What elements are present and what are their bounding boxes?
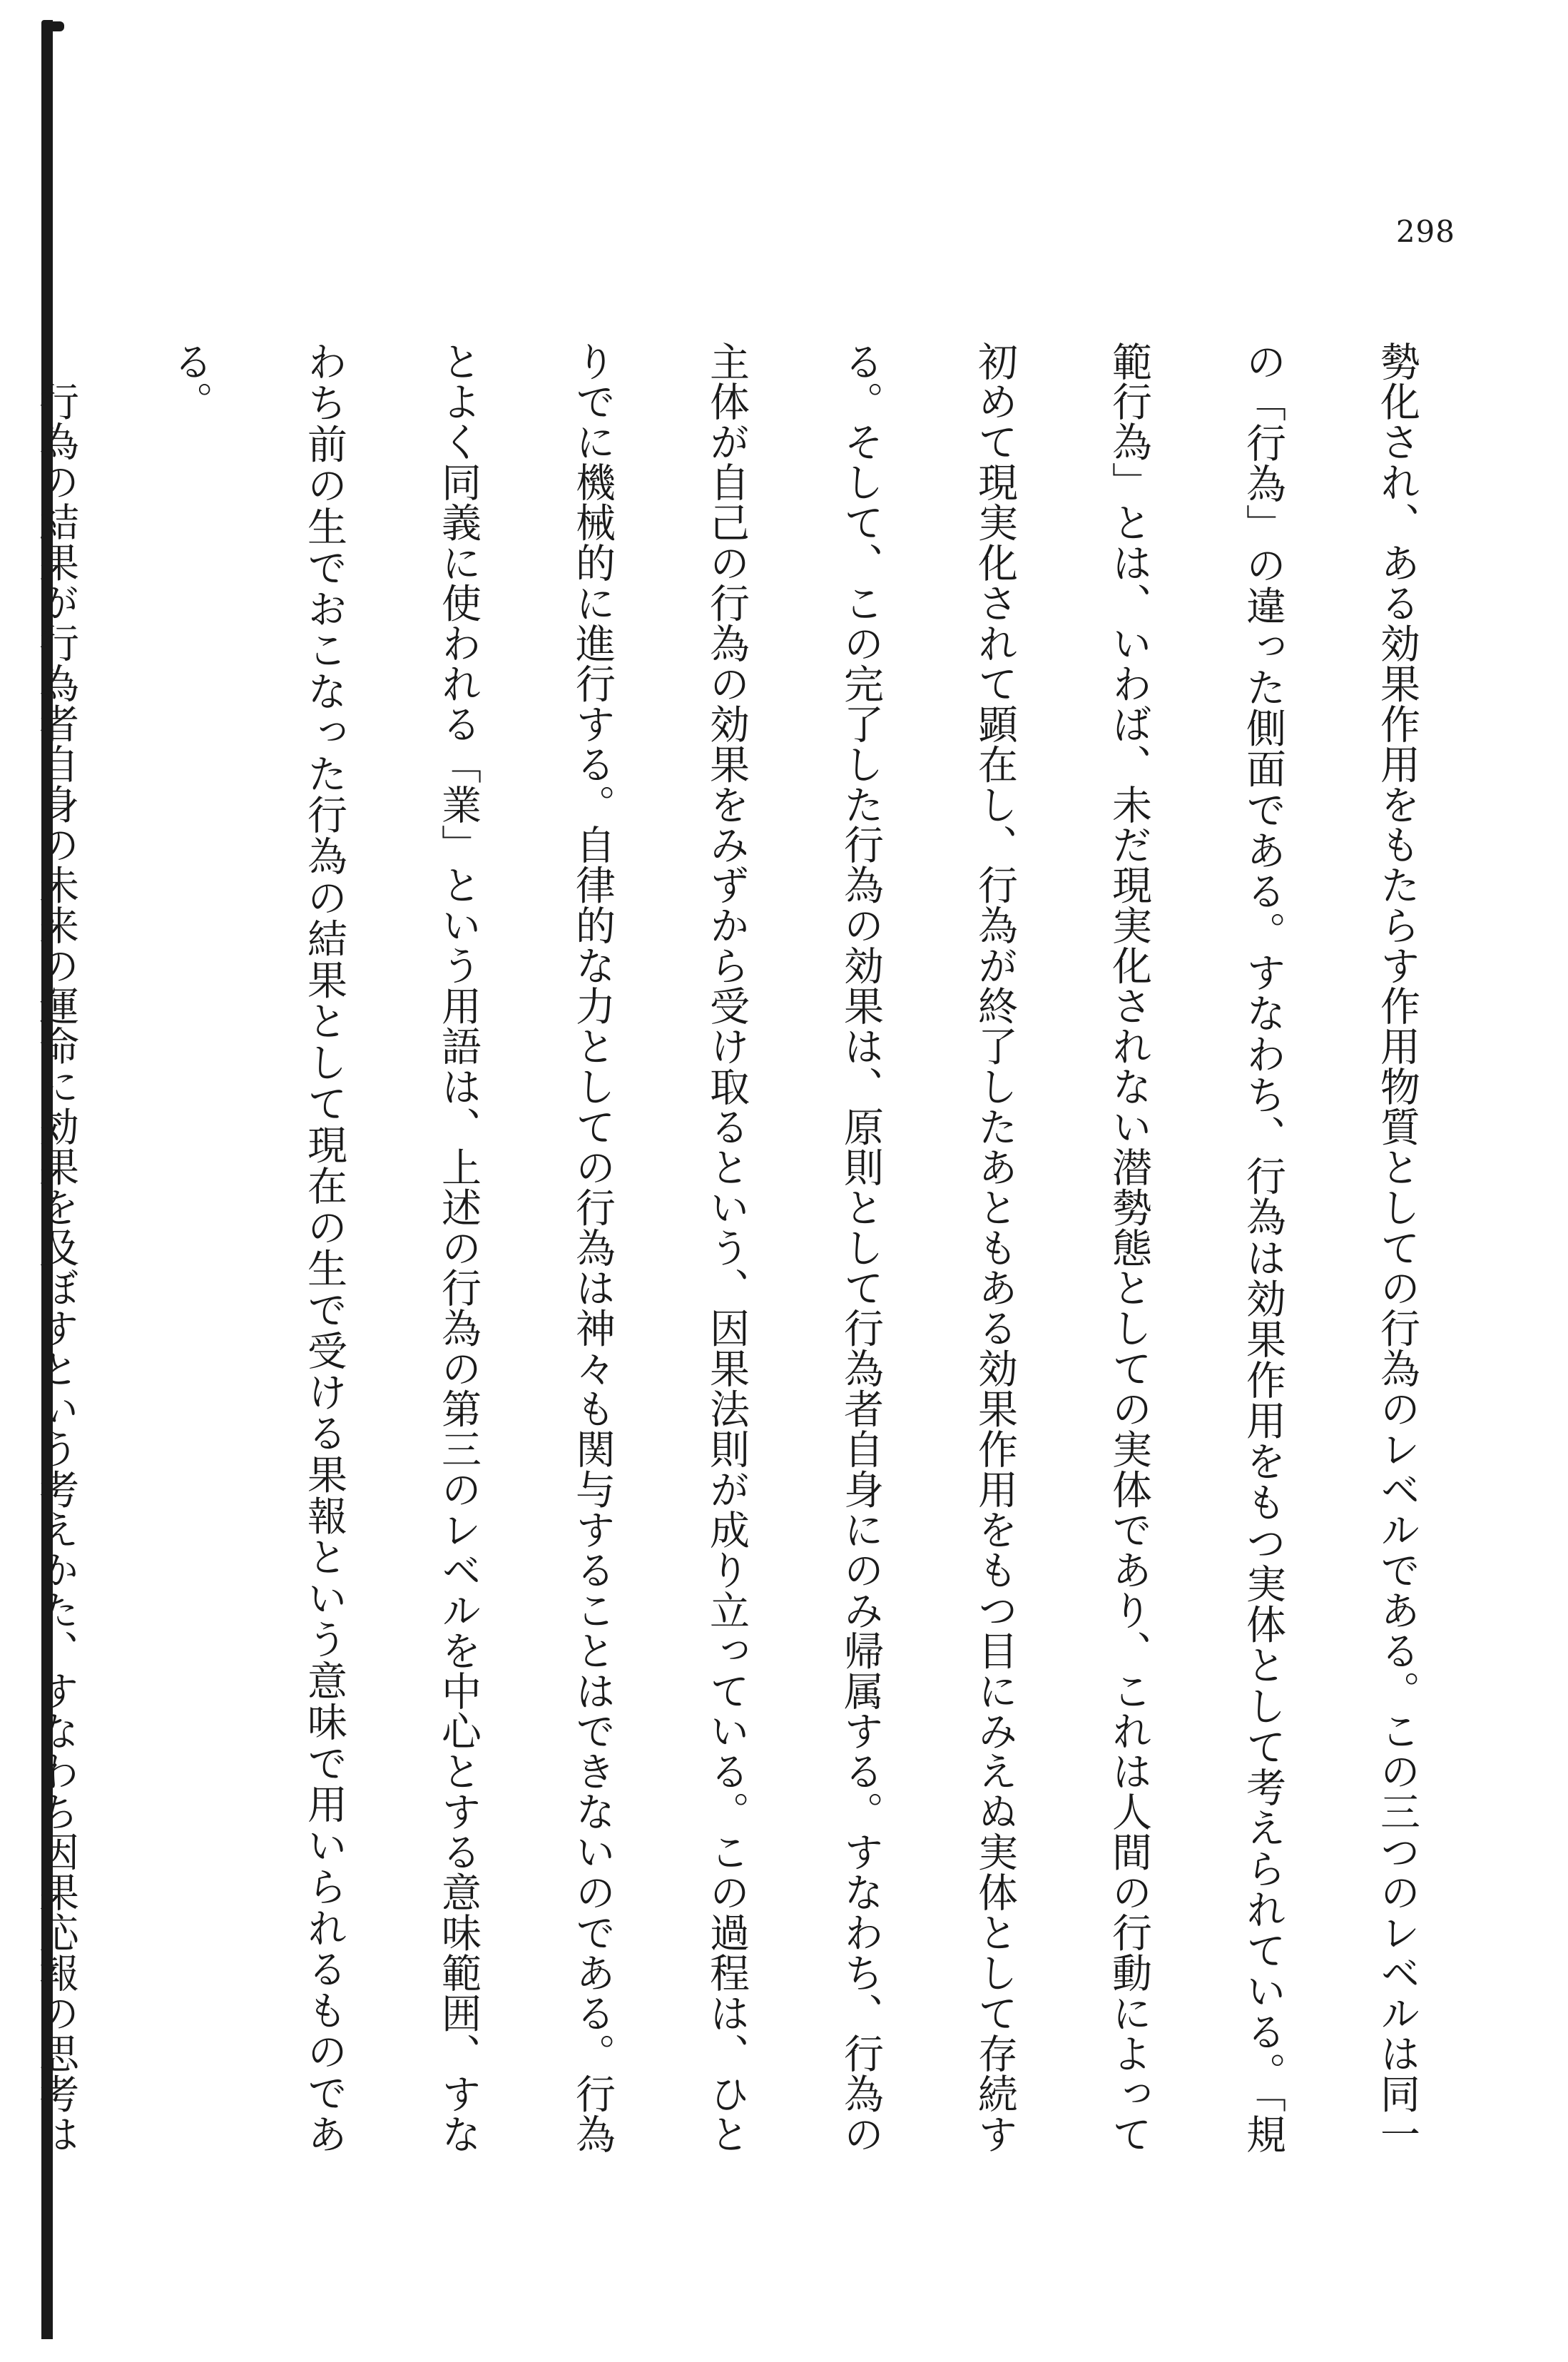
- body-text: [33, 341, 1464, 2154]
- page-number: 298: [1395, 214, 1455, 249]
- paragraph-2: 行為の結果が行為者自身の未来の運命に効果を及ぼすという考えかた、すなわち因果応報の思考は: [33, 381, 79, 2154]
- page-edge-corner: [47, 21, 64, 31]
- paragraph-1: 勢化され、ある効果作用をもたらす作用物質としての行為のレベルである。この三つのレベルは同一の「行為」の違った側面である。すなわち、行為は効果作用をもつ実体として考えられている。「規範行為」とは、いわば、未だ現実化されない潜勢態としての実体であり、これは人間の行動によって初めて現実化されて顕在し、行為が終了したあともある効果作用をもつ目にみえぬ実体として存続する。そして、この完了した行為の効果は、原則として行為者自身にのみ帰属する。すなわち、行為の主体が自己の行為の効果をみずから受け取るという、因果法則が成り立っている。この過程は、ひとりでに機械的に進行する。自律的な力としての行為は神々も関与することはできないのである。行為とよく同義に使われる「業」という用語は、上述の行為の第三のレベルを中心とする意味範囲、すなわち前の生でおこなった行為の結果として現在の生で受ける果報という意味で用いられるものである。: [167, 341, 1420, 2154]
